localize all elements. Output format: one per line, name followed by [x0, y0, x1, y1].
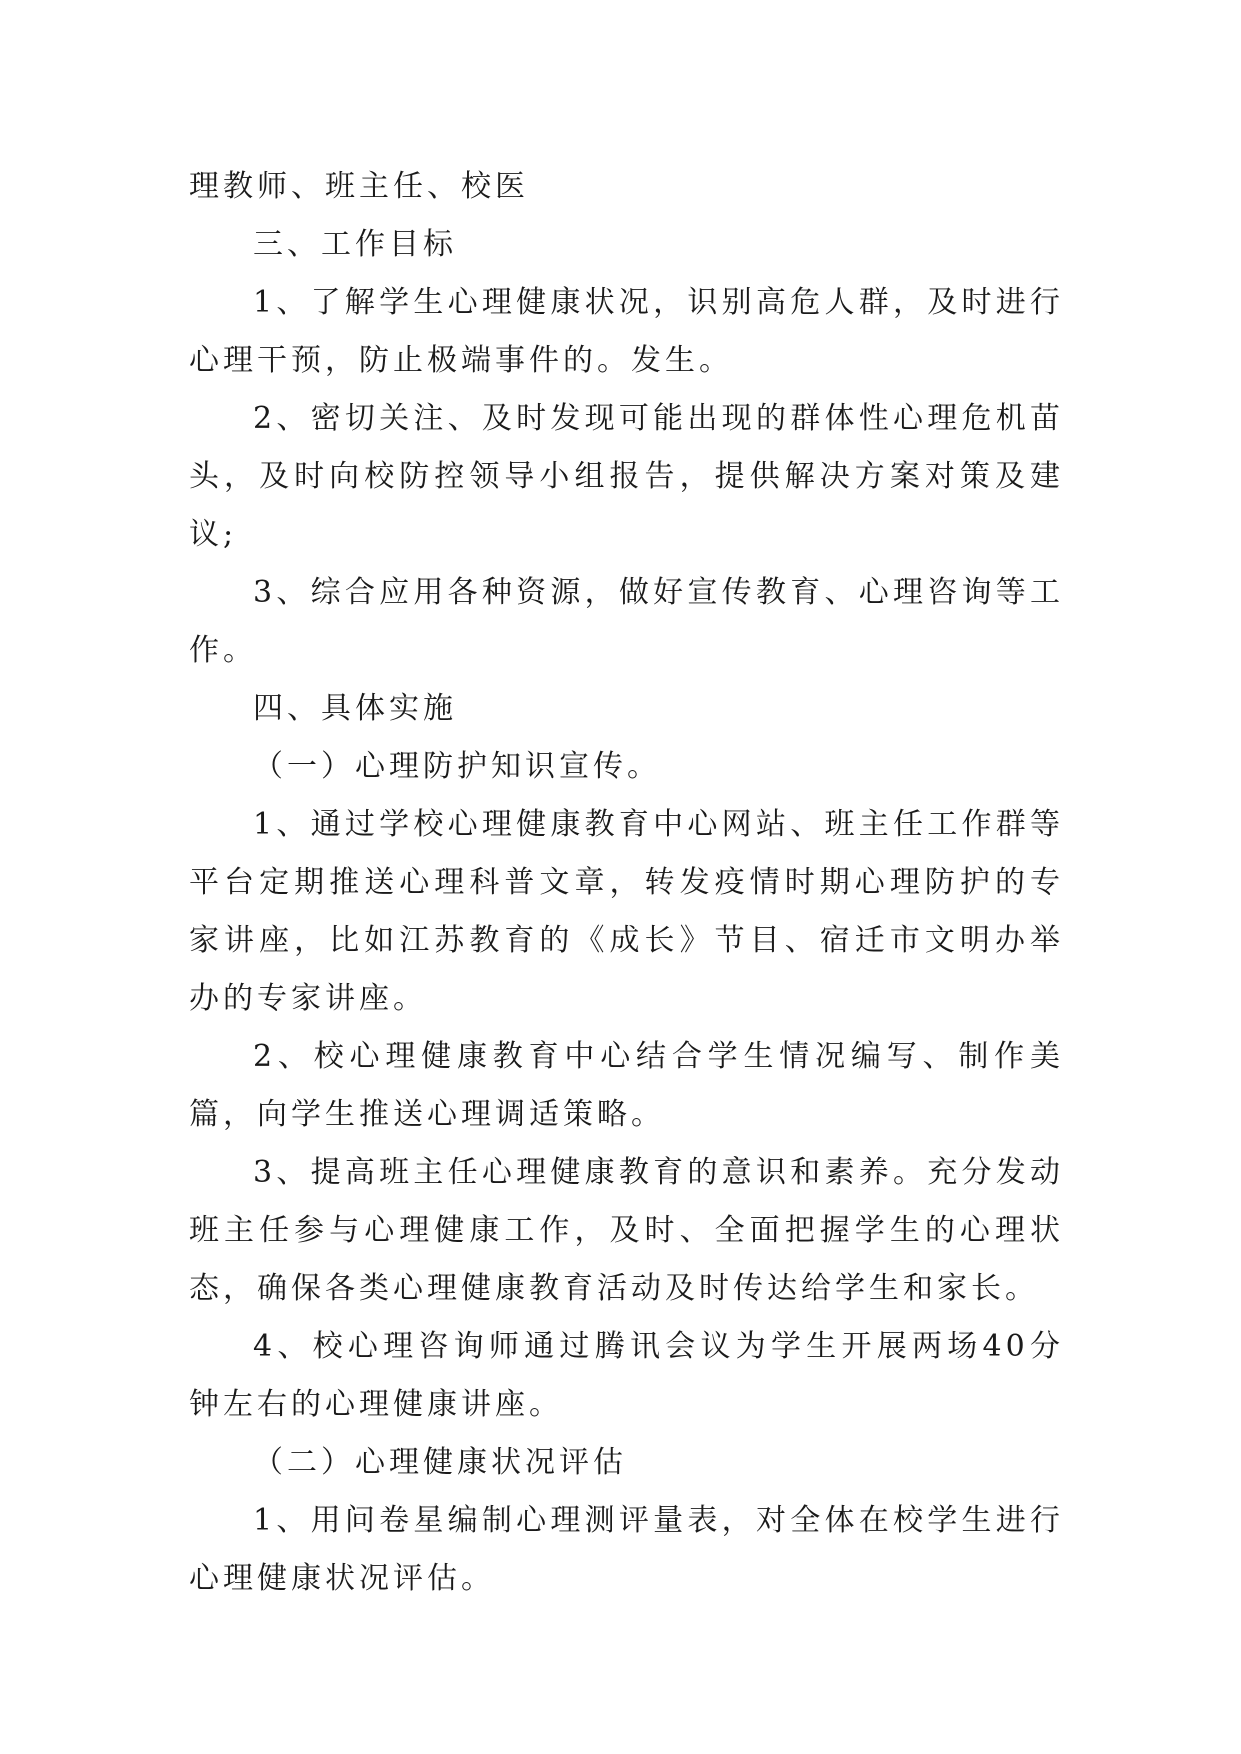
subsection-heading-publicity: （一）心理防护知识宣传。 — [253, 749, 661, 784]
section-heading-goals: 三、工作目标 — [253, 227, 457, 262]
document-body — [189, 158, 1064, 1608]
publicity-item-3: 3、提高班主任心理健康教育的意识和素养。充分发动班主任参与心理健康工作，及时、全面把握学生的心理状态，确保各类心理健康教育活动及时传达给学生和家长。 — [189, 1155, 1064, 1306]
publicity-item-4: 4、校心理咨询师通过腾讯会议为学生开展两场40分钟左右的心理健康讲座。 — [189, 1329, 1064, 1422]
goal-item-3: 3、综合应用各种资源，做好宣传教育、心理咨询等工作。 — [189, 575, 1064, 668]
goal-item-1: 1、了解学生心理健康状况，识别高危人群，及时进行心理干预，防止极端事件的。发生。 — [189, 285, 1064, 378]
subsection-heading-assessment: （二）心理健康状况评估 — [253, 1445, 627, 1480]
section-heading-implementation: 四、具体实施 — [253, 691, 457, 726]
publicity-item-2: 2、校心理健康教育中心结合学生情况编写、制作美篇，向学生推送心理调适策略。 — [189, 1039, 1064, 1132]
publicity-item-1: 1、通过学校心理健康教育中心网站、班主任工作群等平台定期推送心理科普文章，转发疫情时期心理防护的专家讲座，比如江苏教育的《成长》节目、宿迁市文明办举办的专家讲座。 — [189, 807, 1064, 1016]
assessment-item-1: 1、用问卷星编制心理测评量表，对全体在校学生进行心理健康状况评估。 — [189, 1503, 1064, 1596]
paragraph-continuation: 理教师、班主任、校医 — [189, 169, 529, 204]
goal-item-2: 2、密切关注、及时发现可能出现的群体性心理危机苗头，及时向校防控领导小组报告，提供解决方案对策及建议; — [189, 401, 1064, 552]
